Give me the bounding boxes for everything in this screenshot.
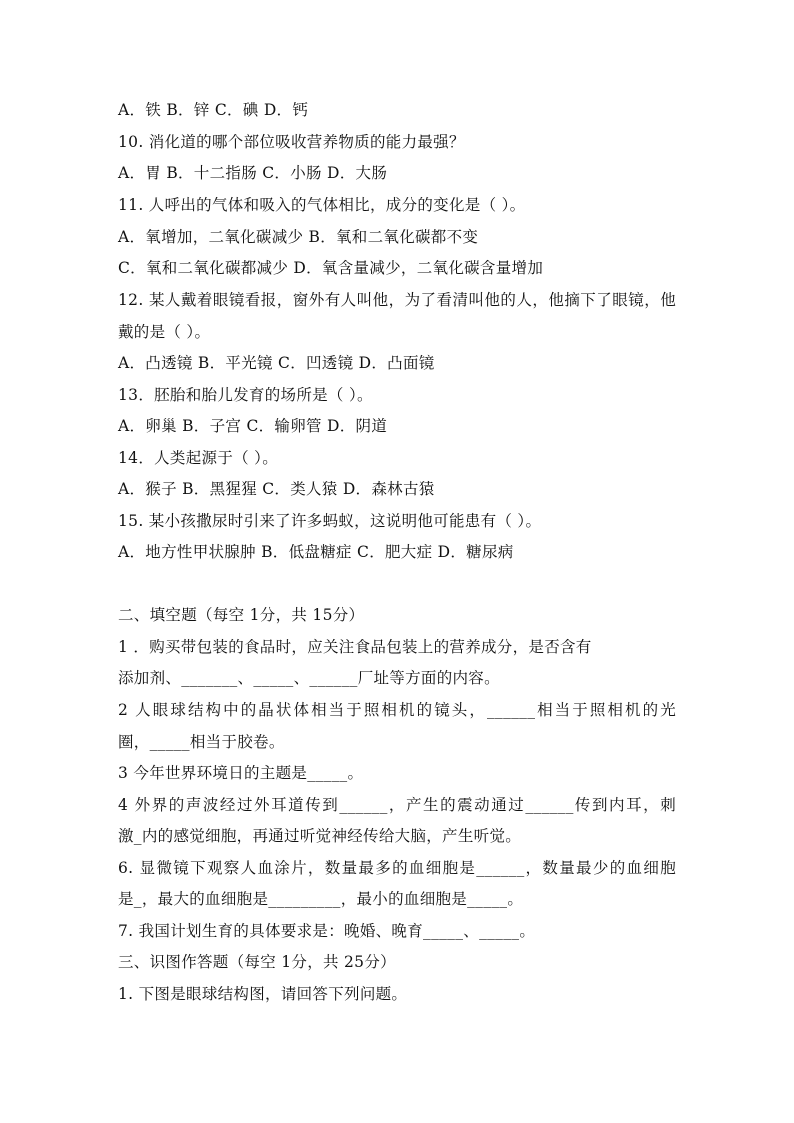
q12-stem: 12. 某人戴着眼镜看报，窗外有人叫他，为了看清叫他的人，他摘下了眼镜，他 bbox=[118, 291, 676, 309]
fill-q2-cont: 圈，_____相当于胶卷。 bbox=[118, 733, 285, 751]
diagram-q1-stem: 1. 下图是眼球结构图，请回答下列问题。 bbox=[118, 985, 408, 1003]
q10-options: A．胃 B．十二指肠 C．小肠 D．大肠 bbox=[118, 164, 388, 182]
q14-options: A．猴子 B．黑猩猩 C．类人猿 D．森林古猿 bbox=[118, 480, 435, 498]
fill-q4-cont: 激_内的感觉细胞，再通过听觉神经传给大脑，产生听觉。 bbox=[118, 827, 522, 845]
fill-q6: 6. 显微镜下观察人血涂片，数量最多的血细胞是______，数量最少的血细胞 bbox=[118, 859, 676, 877]
q11-options-ab: A．氧增加，二氧化碳减少 B．氧和二氧化碳都不变 bbox=[118, 228, 479, 246]
q12-stem-cont: 戴的是（ ）。 bbox=[118, 323, 211, 341]
q15-options: A．地方性甲状腺肿 B．低盘糖症 C．肥大症 D．糖尿病 bbox=[118, 543, 514, 561]
section-three-heading: 三、识图作答题（每空 1分，共 25分） bbox=[118, 953, 396, 971]
fill-q3: 3 今年世界环境日的主题是_____。 bbox=[118, 764, 364, 782]
fill-q1: 1 ．购买带包装的食品时，应关注食品包装上的营养成分，是否含有 bbox=[118, 638, 592, 656]
fill-q6-cont: 是_，最大的血细胞是_________，最小的血细胞是_____。 bbox=[118, 890, 524, 908]
fill-q7: 7. 我国计划生育的具体要求是：晚婚、晚育_____、_____。 bbox=[118, 922, 536, 940]
fill-q1-cont: 添加剂、_______、_____、______厂址等方面的内容。 bbox=[118, 669, 500, 687]
q13-options: A．卵巢 B．子宫 C．输卵管 D．阴道 bbox=[118, 417, 388, 435]
q13-stem: 13．胚胎和胎儿发育的场所是（ ）。 bbox=[118, 386, 373, 404]
q15-stem: 15. 某小孩撒尿时引来了许多蚂蚁，这说明他可能患有（ ）。 bbox=[118, 512, 542, 530]
section-two-heading: 二、填空题（每空 1分，共 15分） bbox=[118, 606, 365, 624]
q11-stem: 11. 人呼出的气体和吸入的气体相比，成分的变化是（ ）。 bbox=[118, 196, 526, 214]
q9-options: A．铁 B．锌 C．碘 D．钙 bbox=[118, 101, 309, 119]
q14-stem: 14．人类起源于（ ）。 bbox=[118, 449, 279, 467]
q10-stem: 10. 消化道的哪个部位吸收营养物质的能力最强？ bbox=[118, 133, 465, 151]
q11-options-cd: C．氧和二氧化碳都减少 D．氧含量减少，二氧化碳含量增加 bbox=[118, 259, 544, 277]
fill-q2: 2 人眼球结构中的晶状体相当于照相机的镜头，______相当于照相机的光 bbox=[118, 701, 676, 719]
q12-options: A．凸透镜 B．平光镜 C．凹透镜 D．凸面镜 bbox=[118, 354, 435, 372]
fill-q4: 4 外界的声波经过外耳道传到______，产生的震动通过______传到内耳，刺 bbox=[118, 796, 676, 814]
